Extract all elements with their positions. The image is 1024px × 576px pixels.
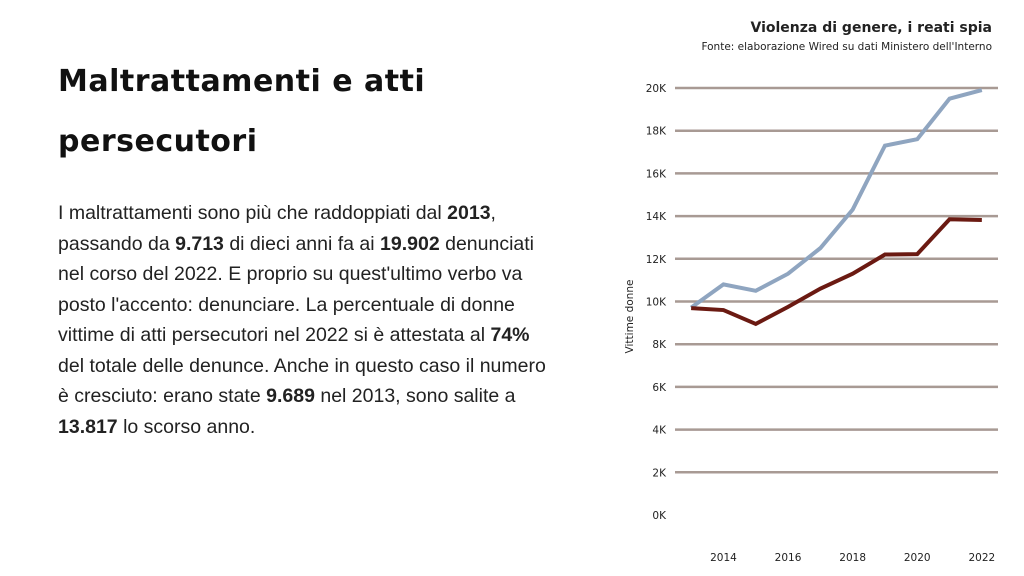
paragraph-highlight: 74% [490,324,530,346]
paragraph-highlight: 9.689 [266,385,315,407]
y-tick-label: 12K [645,253,666,266]
y-tick-label: 2K [652,467,666,480]
paragraph-segment: di dieci anni fa ai [223,232,381,255]
x-tick-label: 2016 [774,552,802,564]
paragraph-segment: lo scorso anno. [117,415,256,438]
y-tick-label: 0K [652,510,666,522]
slide-paragraph [58,198,558,442]
y-tick-label: 14K [645,211,666,224]
y-tick-label: 18K [645,125,666,138]
paragraph-highlight: 19.902 [380,232,440,255]
line-chart [600,60,1010,572]
x-tick-label: 2014 [710,552,737,564]
y-axis-label: Vittime donne [624,279,636,354]
y-tick-label: 4K [652,424,666,437]
y-tick-label: 16K [645,168,666,181]
y-tick-label: 6K [652,381,666,394]
paragraph-highlight: 13.817 [58,415,118,438]
paragraph-highlight: 9.713 [175,232,224,255]
series-line-atti-persecutori [691,219,982,324]
series-line-maltrattamenti [691,90,982,308]
x-tick-label: 2022 [968,552,996,564]
chart-title: Violenza di genere, i reati spia [750,20,992,36]
paragraph-segment: del totale delle denunce. Anche in questo caso il numero è cresciuto: erano state [58,354,546,407]
paragraph-segment: , passando da [58,202,496,255]
y-tick-label: 20K [645,83,666,95]
slide-heading: Maltrattamenti e atti persecutori [58,64,426,159]
y-tick-label: 10K [645,296,666,309]
paragraph-highlight: 2013 [447,202,491,224]
paragraph-segment: nel 2013, sono salite a [314,385,516,407]
y-tick-label: 8K [652,339,666,352]
paragraph-segment: denunciati nel corso del 2022. E proprio su quest'ultimo verbo va posto l'accento: denunciare. La percentuale di donne vittime di atti persecutori nel 2022 si è attestata al [58,232,535,346]
x-tick-label: 2020 [903,552,931,564]
paragraph-segment: I maltrattamenti sono più che raddoppiati dal [58,202,448,224]
chart-source: Fonte: elaborazione Wired su dati Ministero dell'Interno [701,41,992,53]
x-tick-label: 2018 [839,552,867,564]
